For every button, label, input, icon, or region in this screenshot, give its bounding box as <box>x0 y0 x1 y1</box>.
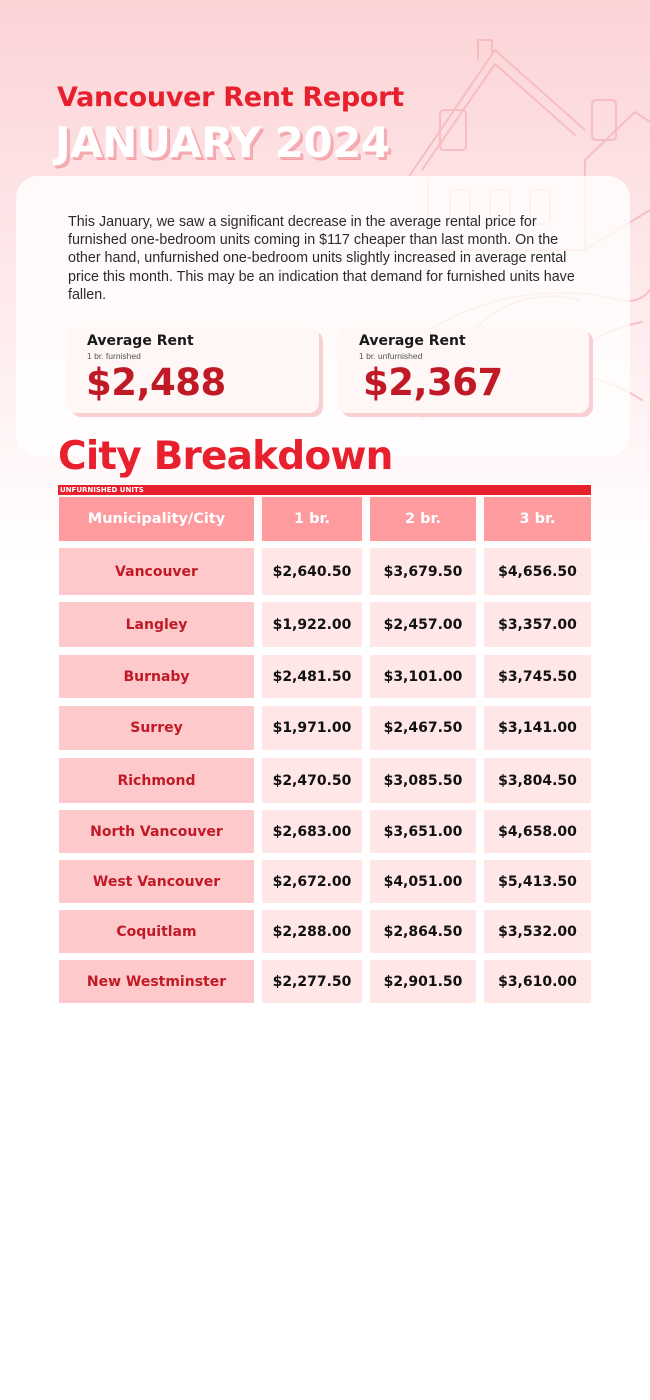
table-cell-2br: $3,651.00 <box>370 810 476 853</box>
stat-card-furnished <box>67 327 319 413</box>
table-cell-3br: $5,413.50 <box>484 860 591 903</box>
table-cell-1br: $2,672.00 <box>262 860 362 903</box>
table-cell-city: Vancouver <box>59 548 254 595</box>
stat-label: Average Rent <box>87 333 194 349</box>
stat-value: $2,488 <box>86 361 226 404</box>
table-cell-city: Surrey <box>59 706 254 750</box>
stat-label: Average Rent <box>359 333 466 349</box>
table-cell-3br: $3,357.00 <box>484 602 591 647</box>
table-cell-3br: $3,141.00 <box>484 706 591 750</box>
table-cell-city: Coquitlam <box>59 910 254 953</box>
section-bar <box>58 485 591 495</box>
table-cell-city: North Vancouver <box>59 810 254 853</box>
table-cell-1br: $2,683.00 <box>262 810 362 853</box>
stat-card-unfurnished <box>337 327 589 413</box>
table-cell-2br: $2,457.00 <box>370 602 476 647</box>
report-month: JANUARY 2024 <box>55 118 390 167</box>
table-cell-3br: $4,656.50 <box>484 548 591 595</box>
table-cell-2br: $2,901.50 <box>370 960 476 1003</box>
table-cell-2br: $3,679.50 <box>370 548 476 595</box>
table-cell-2br: $4,051.00 <box>370 860 476 903</box>
table-cell-1br: $2,277.50 <box>262 960 362 1003</box>
column-header-1br: 1 br. <box>262 497 362 541</box>
table-cell-1br: $2,640.50 <box>262 548 362 595</box>
table-cell-city: Richmond <box>59 758 254 803</box>
table-cell-1br: $1,922.00 <box>262 602 362 647</box>
report-title: Vancouver Rent Report <box>57 82 404 113</box>
table-cell-city: West Vancouver <box>59 860 254 903</box>
table-cell-3br: $3,610.00 <box>484 960 591 1003</box>
table-cell-3br: $3,804.50 <box>484 758 591 803</box>
table-cell-2br: $2,467.50 <box>370 706 476 750</box>
table-cell-1br: $2,470.50 <box>262 758 362 803</box>
table-cell-1br: $2,288.00 <box>262 910 362 953</box>
section-title: City Breakdown <box>58 434 393 479</box>
table-cell-3br: $3,745.50 <box>484 655 591 698</box>
intro-paragraph: This January, we saw a significant decrease in the average rental price for furnished one-bedroom units coming in $117 cheaper than last month. On the other hand, unfurnished one-bedroom units slightly increased in average rental price this month. This may be an indication that demand for furnished units have fallen. <box>68 214 575 303</box>
table-cell-2br: $2,864.50 <box>370 910 476 953</box>
table-cell-3br: $4,658.00 <box>484 810 591 853</box>
column-header-3br: 3 br. <box>484 497 591 541</box>
table-cell-1br: $1,971.00 <box>262 706 362 750</box>
column-header-2br: 2 br. <box>370 497 476 541</box>
column-header-city: Municipality/City <box>59 497 254 541</box>
table-cell-2br: $3,085.50 <box>370 758 476 803</box>
table-cell-city: Burnaby <box>59 655 254 698</box>
stat-sublabel: 1 br. furnished <box>87 351 141 361</box>
table-cell-city: New Westminster <box>59 960 254 1003</box>
table-cell-3br: $3,532.00 <box>484 910 591 953</box>
stat-value: $2,367 <box>363 361 503 404</box>
table-cell-city: Langley <box>59 602 254 647</box>
table-cell-2br: $3,101.00 <box>370 655 476 698</box>
section-bar-label: UNFURNISHED UNITS <box>60 486 144 494</box>
stat-sublabel: 1 br. unfurnished <box>359 351 423 361</box>
table-cell-1br: $2,481.50 <box>262 655 362 698</box>
